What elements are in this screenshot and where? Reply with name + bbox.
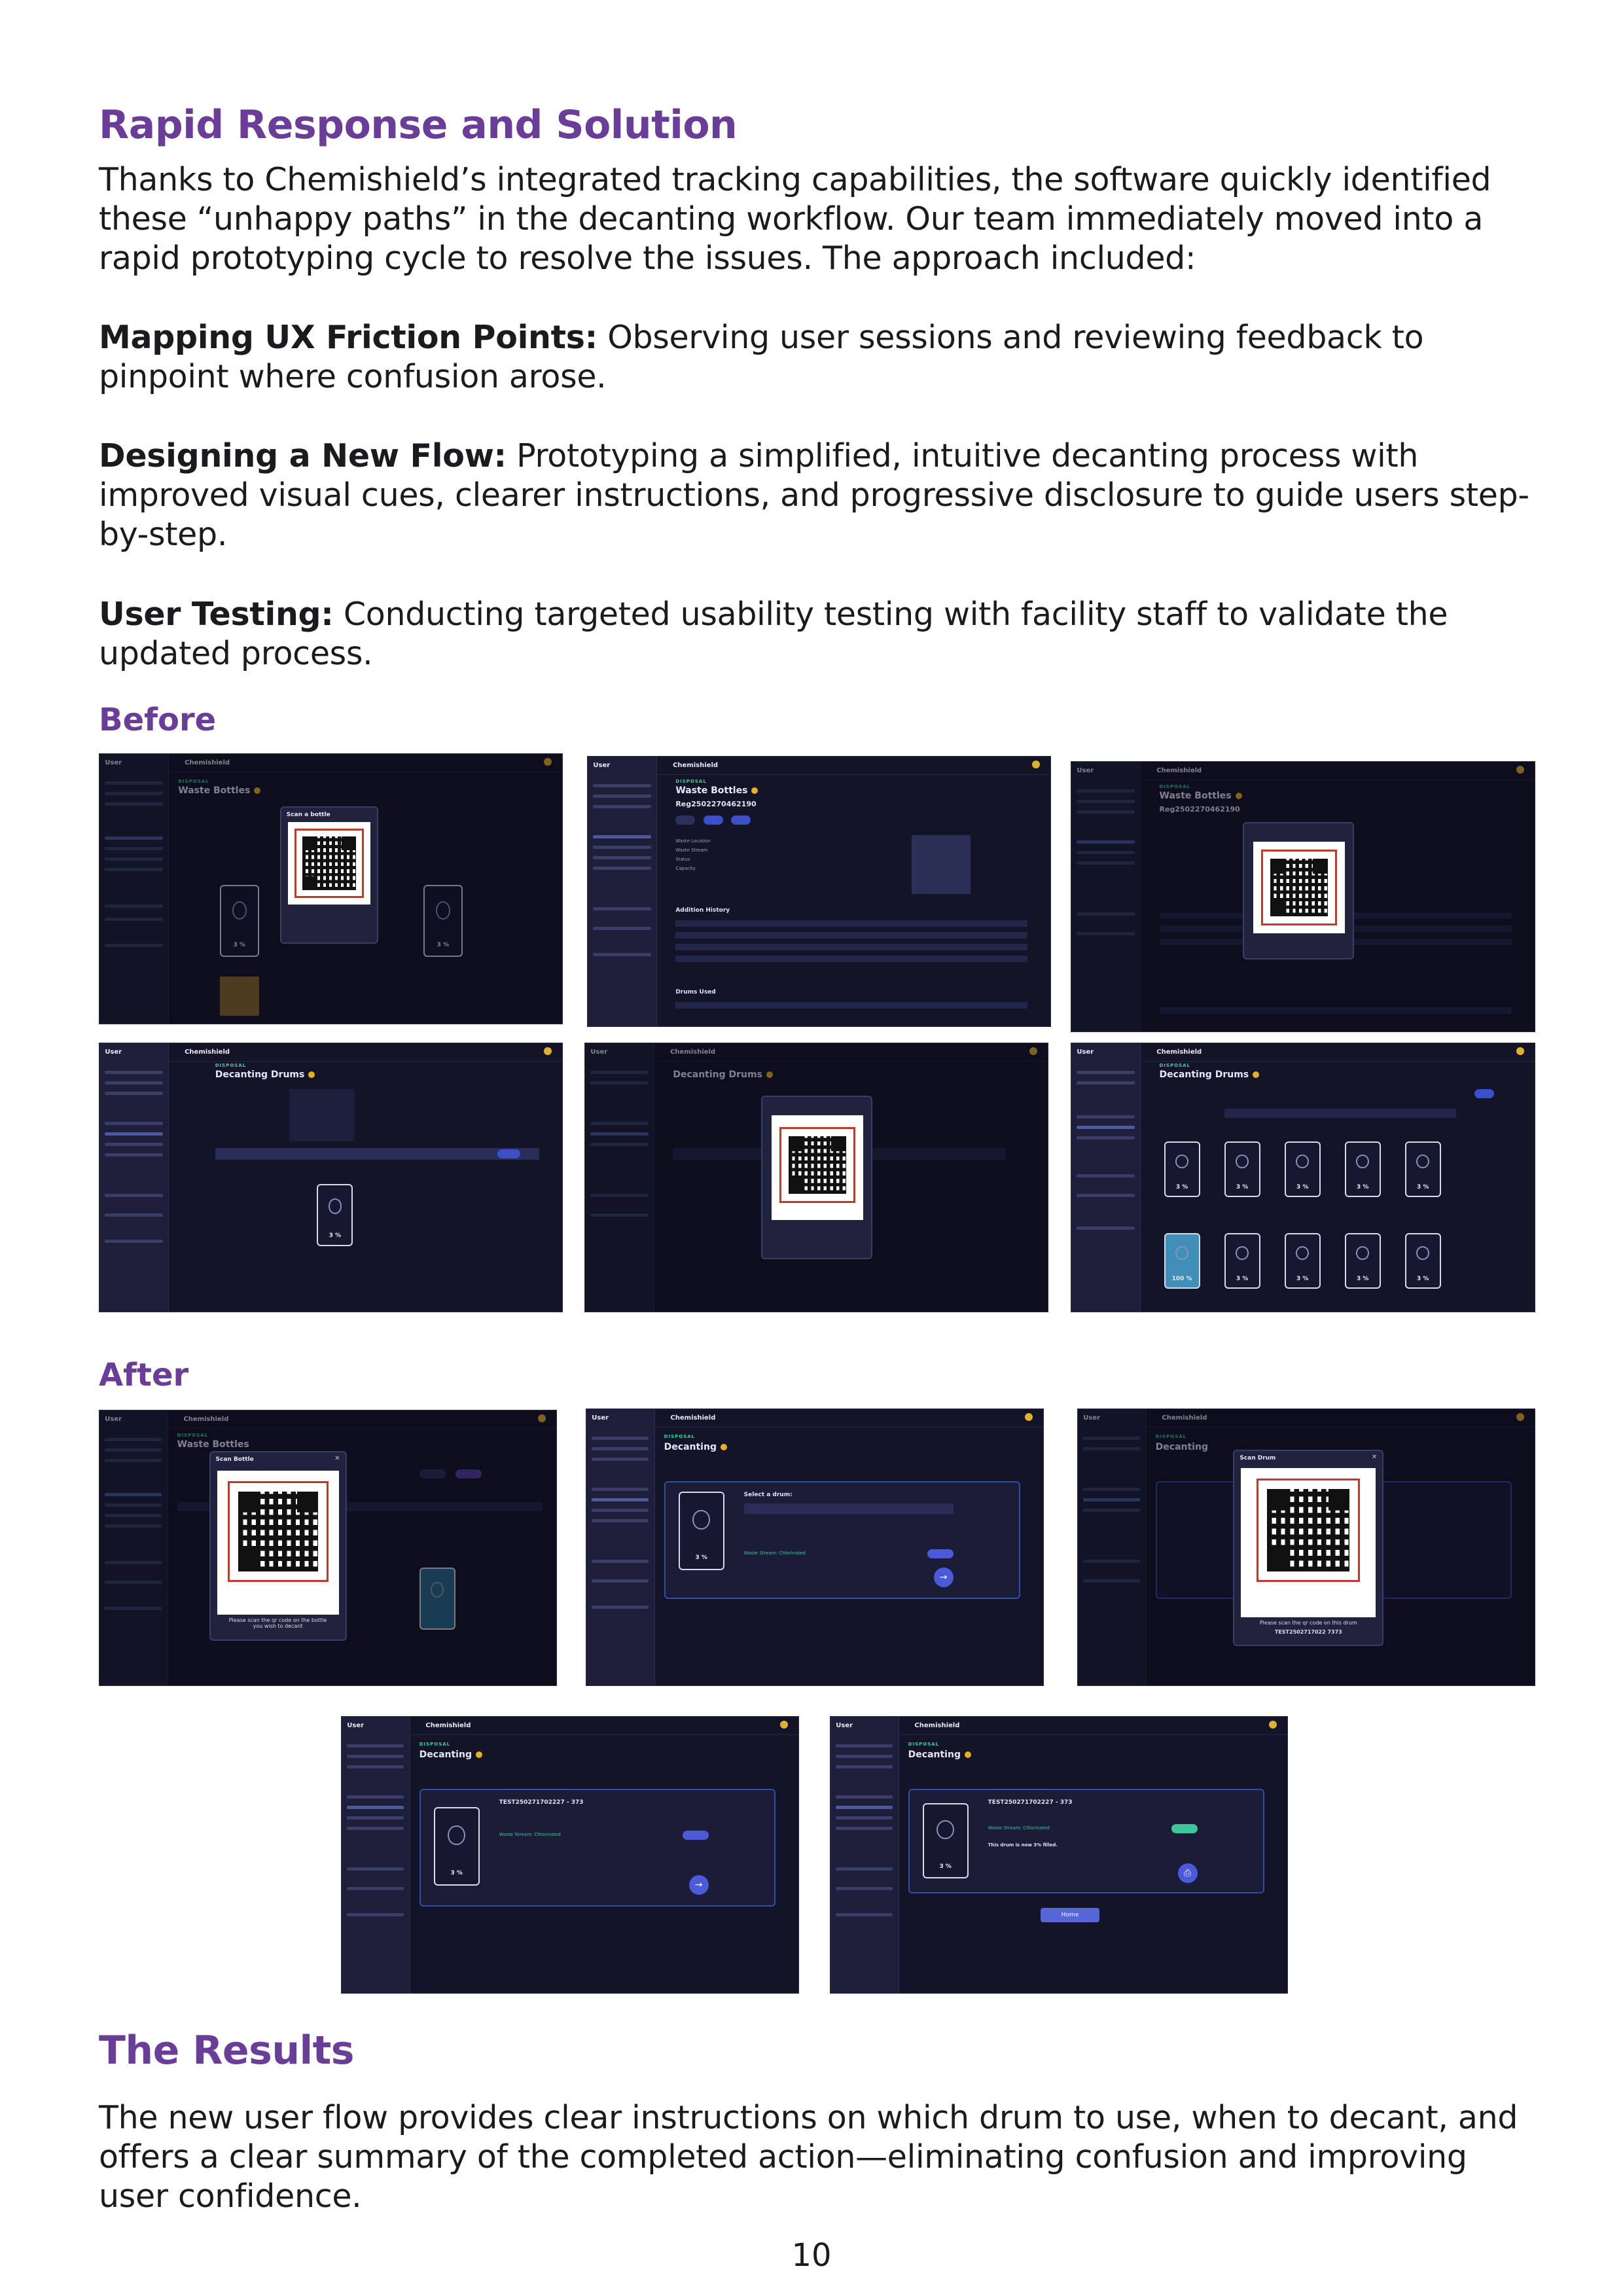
app-sidebar: User: [1078, 1409, 1147, 1685]
screenshot-before-bottle-detail: User Chemishield DISPOSAL Waste Bottles Reg2502270462190 Waste Location Waste Stream Status Capacity Addition History Drums Used: [587, 756, 1051, 1027]
qr-code-icon: [789, 1136, 846, 1194]
section-title-results: The Results: [99, 2028, 355, 2073]
scan-caption: Please scan the qr code on this drum: [1259, 1620, 1357, 1626]
app-sidebar: User: [1071, 762, 1141, 1031]
qr-code-icon: [302, 836, 356, 890]
approach-item-testing: [99, 595, 1545, 673]
qr-code-icon: [1267, 1489, 1349, 1571]
scan-bottle-modal: [280, 806, 378, 944]
screenshot-after-confirm-decant: User Chemishield DISPOSAL Decanting 3 % TEST250271702227 - 373 Waste Stream: Chlorinated →: [341, 1716, 799, 1994]
app-brand: Chemishield: [185, 759, 230, 766]
app-sidebar: User: [99, 1043, 169, 1312]
select-drum-label: Select a drum:: [743, 1492, 793, 1498]
next-arrow-button[interactable]: →: [689, 1875, 709, 1895]
screenshot-after-scan-drum: User Chemishield DISPOSAL Decanting Scan Drum ✕ Please scan the qr code on this drum TEST2502717022 7373: [1077, 1408, 1535, 1686]
after-label: After: [99, 1357, 189, 1393]
bell-icon: [1032, 761, 1040, 768]
page-title: Decanting Drums: [215, 1069, 315, 1080]
app-sidebar: User: [585, 1043, 654, 1312]
drum-card[interactable]: 3 %: [317, 1184, 353, 1246]
screenshot-before-drums-grid: User Chemishield DISPOSAL Decanting Drums 3 % 3 % 3 % 3 % 3 % 100 % 3 % 3 % 3 % 3 %: [1071, 1043, 1535, 1312]
drum-id: TEST2502717022 7373: [1274, 1629, 1342, 1635]
bell-icon: [1516, 1047, 1524, 1055]
qr-code-icon: [1270, 859, 1328, 916]
approach-item-label: User Testing:: [99, 596, 334, 633]
screenshot-after-decant-complete: User Chemishield DISPOSAL Decanting 3 % TEST250271702227 - 373 Waste Stream: Chlorinated This drum is now 3% filled. ⎙ Home: [830, 1716, 1288, 1994]
approach-item-text: Observing user sessions and reviewing feedback to pinpoint where confusion arose.: [99, 319, 1424, 395]
results-paragraph: The new user flow provides clear instructions on which drum to use, when to decant, and offers a clear summary of the completed action—eliminating confusion and improving user confidence.: [99, 2099, 1518, 2215]
approach-item-text: Conducting targeted usability testing with facility staff to validate the updated process.: [99, 596, 1448, 672]
bell-icon: [544, 1047, 552, 1055]
drum-id: TEST250271702227 - 373: [499, 1799, 584, 1806]
close-icon[interactable]: ✕: [1371, 1454, 1378, 1461]
close-icon[interactable]: ✕: [334, 1455, 340, 1462]
app-sidebar: User: [99, 1410, 168, 1685]
bottle-card[interactable]: 3 %: [220, 885, 259, 957]
waste-stream-text: Waste Stream: Chlorinated: [743, 1551, 806, 1556]
approach-item-designing: [99, 437, 1545, 554]
addition-history-title: Addition History: [675, 907, 730, 914]
scan-caption: Please scan the qr code on the bottle you wish to decant: [228, 1617, 327, 1629]
page-title: Decanting: [908, 1749, 971, 1760]
app-sidebar: User: [588, 757, 657, 1026]
print-icon[interactable]: ⎙: [1178, 1863, 1198, 1883]
screenshot-after-select-drum: User Chemishield DISPOSAL Decanting 3 % Select a drum: Waste Stream: Chlorinated →: [586, 1408, 1044, 1686]
modal-title: Scan Bottle: [215, 1456, 254, 1463]
app-sidebar: User: [586, 1409, 655, 1685]
screenshot-before-decanting-drums: User Chemishield DISPOSAL Decanting Drums 3 %: [99, 1043, 563, 1312]
scan-drum-modal: [761, 1096, 872, 1259]
page-title: Waste Bottles: [675, 785, 758, 796]
waste-stream-text: Waste Stream: Chlorinated: [988, 1825, 1050, 1831]
page-title: Decanting: [664, 1442, 727, 1452]
approach-item-label: Designing a New Flow:: [99, 437, 507, 475]
screenshot-before-decanting-scan: User Chemishield Decanting Drums: [584, 1043, 1048, 1312]
decant-card: 3 % Select a drum: Waste Stream: Chlorinated →: [664, 1481, 1020, 1599]
bell-icon: [780, 1721, 788, 1729]
modal-title: Scan a bottle: [286, 812, 330, 818]
scan-drum-modal: [1233, 1450, 1383, 1646]
summary-card: 3 % TEST250271702227 - 373 Waste Stream: Chlorinated This drum is now 3% filled. ⎙: [908, 1789, 1264, 1893]
drum-select[interactable]: [744, 1503, 954, 1514]
decant-card: 3 % TEST250271702227 - 373 Waste Stream: Chlorinated →: [419, 1789, 776, 1907]
approach-item-mapping: [99, 318, 1545, 397]
screenshot-before-waste-bottles-scan: [99, 753, 563, 1024]
drums-used-title: Drums Used: [675, 989, 716, 996]
bottle-card[interactable]: 3 %: [423, 885, 463, 957]
info-icon: [751, 787, 758, 794]
drum-filled-text: This drum is now 3% filled.: [988, 1842, 1058, 1848]
breadcrumb: DISPOSAL: [178, 779, 209, 784]
section-title-rapid-response: Rapid Response and Solution: [99, 102, 738, 148]
app-sidebar: User: [1071, 1043, 1141, 1312]
qr-code-icon: [238, 1492, 318, 1571]
drum-id: TEST250271702227 - 373: [988, 1799, 1073, 1806]
bell-icon: [1269, 1721, 1277, 1729]
before-label: Before: [99, 702, 217, 738]
page-title: Waste Bottles: [178, 785, 260, 796]
app-sidebar: User: [342, 1717, 410, 1993]
approach-item-label: Mapping UX Friction Points:: [99, 319, 597, 356]
waste-stream-text: Waste Stream: Chlorinated: [499, 1832, 561, 1837]
app-sidebar: User: [830, 1717, 899, 1993]
screenshot-before-bottle-detail-scan: User Chemishield DISPOSAL Waste Bottles Reg2502270462190: [1071, 761, 1535, 1032]
scan-bottle-modal: [1243, 822, 1354, 960]
sidebar-user-name: User: [105, 759, 122, 766]
next-arrow-button[interactable]: →: [934, 1568, 954, 1587]
bell-icon: [1025, 1413, 1033, 1421]
bottle-id: Reg2502270462190: [675, 800, 757, 808]
home-button[interactable]: Home: [1041, 1908, 1099, 1922]
screenshot-after-scan-bottle: User Chemishield DISPOSAL Waste Bottles Scan Bottle ✕ Please scan the qr code on the bottle you wish to decant: [99, 1410, 557, 1686]
page-title: Decanting: [419, 1749, 482, 1760]
intro-paragraph: Thanks to Chemishield’s integrated tracking capabilities, the software quickly identified these “unhappy paths” in the decanting workflow. Our team immediately moved into a rapid prototyping cycle to resolve the issues. The approach included:: [99, 161, 1491, 277]
modal-title: Scan Drum: [1240, 1455, 1276, 1462]
page-number: 10: [791, 2237, 832, 2274]
scan-bottle-modal: [209, 1451, 347, 1641]
approach-item-text: Prototyping a simplified, intuitive decanting process with improved visual cues, clearer instructions, and progressive disclosure to guide users step-by-step.: [99, 437, 1529, 553]
